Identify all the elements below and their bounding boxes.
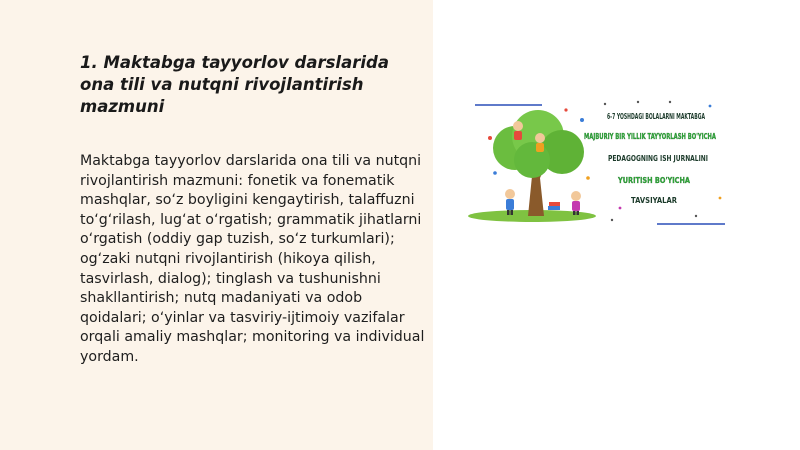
cover-line-5: TAVSIYALAR	[631, 196, 678, 205]
slide-title: 1. Maktabga tayyorlov darslarida ona tili va nutqni rivojlantirish mazmuni	[80, 53, 389, 116]
slide-body-text: Maktabga tayyorlov darslarida ona tili va nutqni rivojlantirish mazmuni: fonetik va fonematik mashqlar, so‘z boyligini kengaytirish, talaffuzni to‘g‘rilash, lug‘at o‘rgatish; grammatik jihatlarni o‘rgatish (oddiy gap tuzish, so‘z turkumlari); og‘zaki nutqni rivojlantirish (hikoya qilish, tasvirlash, dialog); tinglash va tushunishni shakllantirish; nutq madaniyati va odob qoidalari; o‘yinlar va tasviriy-ijtimoiy vazifalar orqali amaliy mashqlar; monitoring va individual yordam.	[80, 153, 425, 365]
cover-line-4: YURITISH BO'YICHA	[617, 176, 691, 185]
cover-illustration	[470, 98, 732, 230]
cover-line-2: MAJBURIY BIR YILLIK TAYYORLASH BO'YICHA	[584, 132, 717, 141]
cover-line-1: 6-7 YOSHDAGI BOLALARNI MAKTABGA	[607, 112, 706, 121]
books-icon	[548, 202, 560, 210]
cover-line-3: PEDAGOGNING ISH JURNALINI	[608, 154, 709, 163]
